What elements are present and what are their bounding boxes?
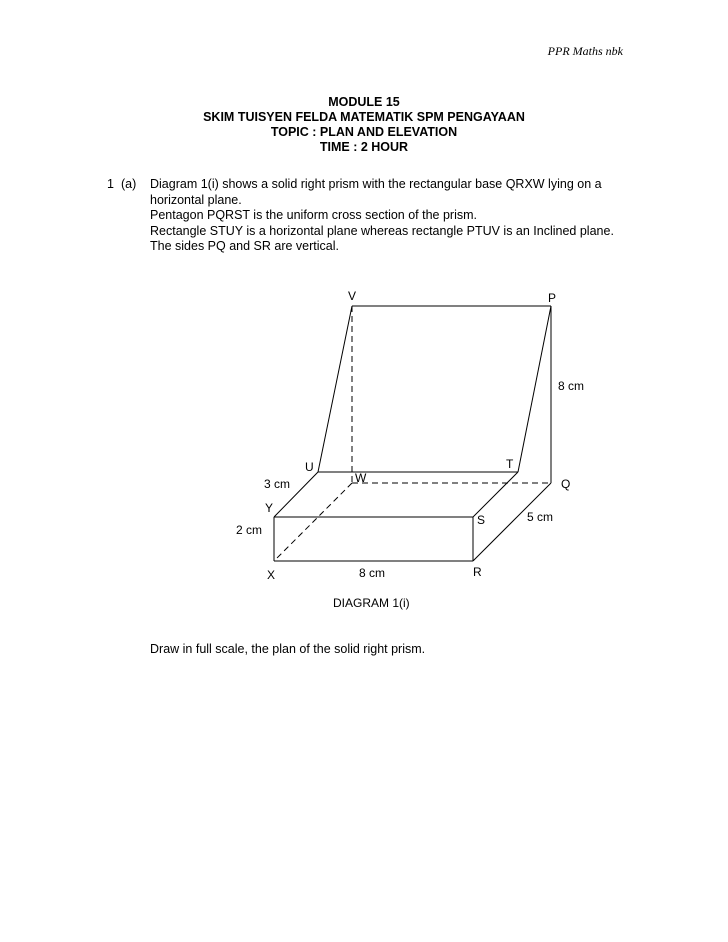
question-line: Rectangle STUY is a horizontal plane whereas rectangle PTUV is an Inclined plane. — [150, 223, 614, 238]
vertex-label-t: T — [506, 457, 514, 471]
dimension-label-uy: 3 cm — [264, 477, 291, 491]
question-line: Diagram 1(i) shows a solid right prism with the rectangular base QRXW lying on a horizontal plane. — [150, 177, 602, 207]
question-number: 1 — [107, 177, 114, 191]
question-line: The sides PQ and SR are vertical. — [150, 239, 339, 253]
vertex-label-r: R — [473, 565, 482, 579]
edge-pt — [518, 306, 551, 472]
vertex-label-q: Q — [561, 477, 571, 491]
diagram-caption: DIAGRAM 1(i) — [333, 596, 410, 610]
dimension-label-qr: 5 cm — [527, 510, 554, 524]
vertex-label-s: S — [477, 513, 486, 527]
dimension-label-xy: 2 cm — [236, 523, 263, 537]
vertex-label-p: P — [548, 291, 557, 305]
edge-vu — [318, 306, 352, 472]
scheme-title: SKIM TUISYEN FELDA MATEMATIK SPM PENGAYAAN — [203, 110, 525, 124]
module-title: MODULE 15 — [328, 95, 400, 109]
dimension-label-pq: 8 cm — [558, 379, 585, 393]
vertex-label-w: W — [355, 471, 367, 485]
hidden-edge-wx — [274, 483, 352, 561]
vertex-label-y: Y — [265, 501, 274, 515]
question-line: Pentagon PQRST is the uniform cross section of the prism. — [150, 208, 477, 222]
topic-title: TOPIC : PLAN AND ELEVATION — [270, 125, 458, 139]
question-part: (a) — [121, 177, 137, 191]
vertex-label-u: U — [305, 460, 314, 474]
vertex-label-v: V — [348, 289, 357, 303]
edge-ts — [473, 472, 518, 517]
time-title: TIME : 2 HOUR — [319, 140, 409, 154]
dimension-label-xr: 8 cm — [359, 566, 386, 580]
header-note: PPR Maths nbk — [547, 44, 623, 58]
question-instruction: Draw in full scale, the plan of the solid right prism. — [150, 642, 426, 656]
vertex-label-x: X — [267, 568, 276, 582]
